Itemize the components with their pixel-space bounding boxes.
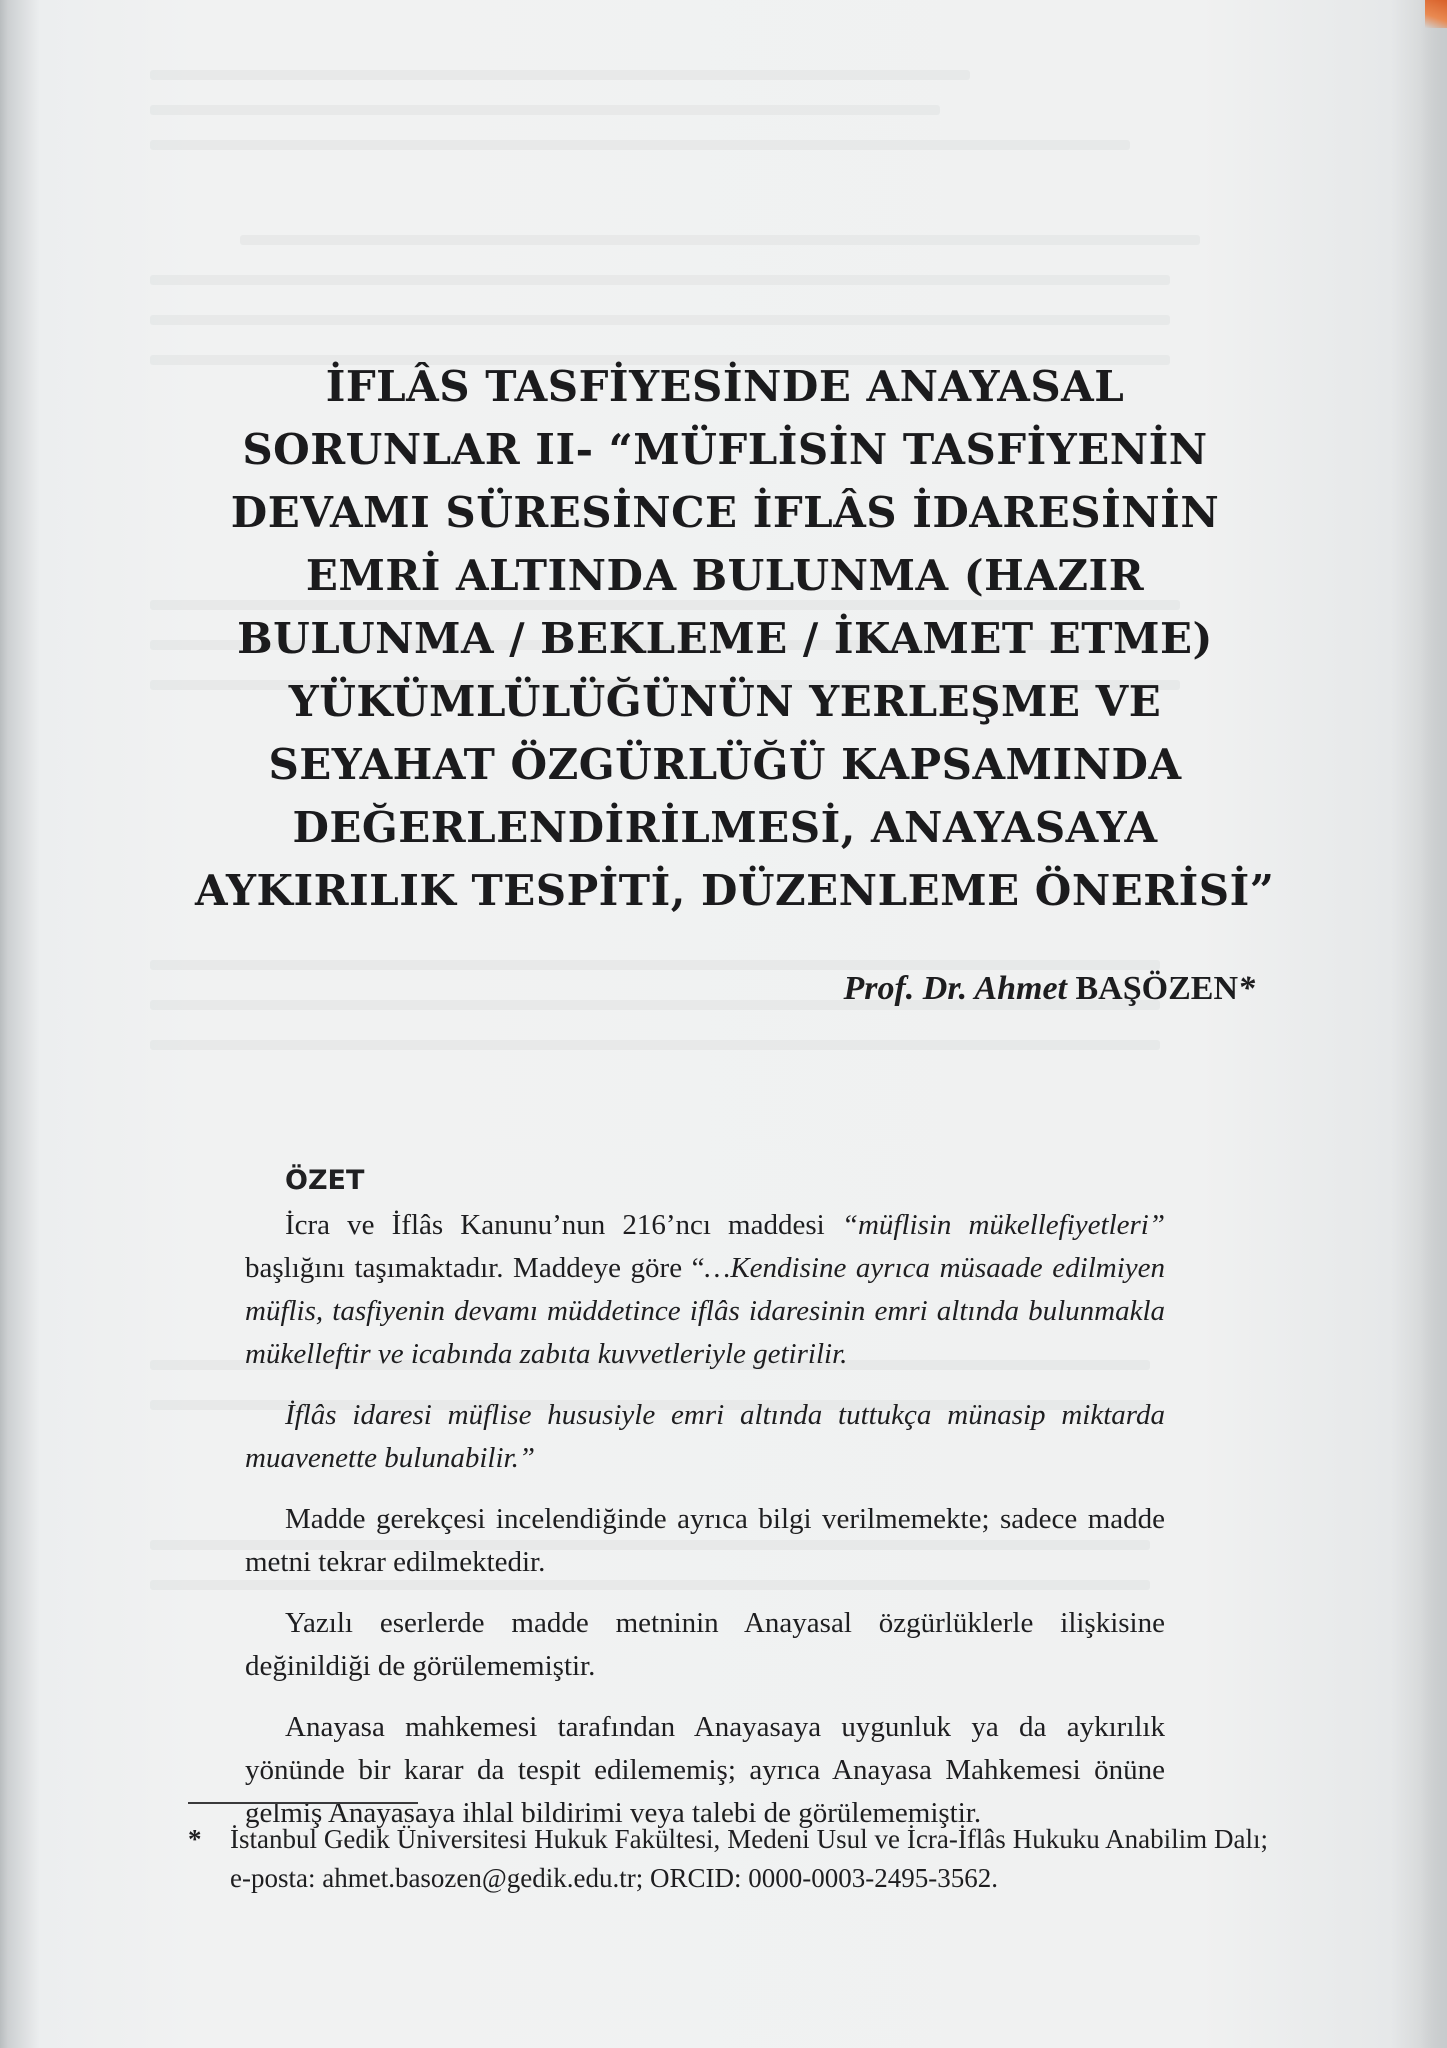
title-line: YÜKÜMLÜLÜĞÜNÜN YERLEŞME VE	[288, 677, 1162, 726]
author-name: Prof. Dr. Ahmet	[843, 970, 1076, 1007]
footnote-text: İstanbul Gedik Üniversitesi Hukuk Fakültesi, Medeni Usul ve İcra-İflâs Hukuku Anabilim Dalı; e-posta: ahmet.basozen@gedik.edu.tr; ORCID: 0000-0003-2495-3562.	[230, 1824, 1268, 1893]
title-line: İFLÂS TASFİYESİNDE ANAYASAL	[325, 362, 1125, 411]
abstract-paragraph: Madde gerekçesi incelendiğinde ayrıca bilgi verilmemekte; sadece madde metni tekrar edilmektedir.	[245, 1503, 1165, 1578]
author-footnote-mark: *	[1238, 970, 1255, 1007]
title-line: AYKIRILIK TESPİTİ, DÜZENLEME ÖNERİSİ”	[195, 866, 1275, 915]
abstract-paragraph	[245, 1204, 1165, 1376]
footnote-divider	[188, 1802, 418, 1804]
italic-quote: …Kendisine ayrıca müsaade edilmiyen müflis, tasfiyenin devamı müddetince iflâs idaresinin emri altında bulunmakla mükelleftir ve icabında zabıta kuvvetleriyle getirilir.	[245, 1252, 1166, 1370]
abstract-section	[245, 1165, 1165, 1853]
author-line	[195, 970, 1255, 1008]
title-line: SEYAHAT ÖZGÜRLÜĞÜ KAPSAMINDA	[268, 740, 1182, 789]
italic-text-run: “müflisin mükellefiyetleri”	[841, 1209, 1165, 1241]
title-block	[195, 355, 1275, 1008]
article-title	[195, 355, 1275, 922]
title-line: DEĞERLENDİRİLMESİ, ANAYASAYA	[292, 803, 1158, 852]
cover-corner	[1425, 0, 1447, 28]
title-line: EMRİ ALTINDA BULUNMA (HAZIR	[305, 551, 1145, 600]
abstract-paragraph: Anayasa mahkemesi tarafından Anayasaya uygunluk ya da aykırılık yönünde bir karar da tespit edilememiş; ayrıca Anayasa Mahkemesi önüne gelmiş Anayasaya ihlal bildirimi veya talebi de görülememiştir.	[245, 1711, 1165, 1829]
italic-quote: İflâs idaresi müflise hususiyle emri altında tuttukça münasip miktarda muavenette bulunabilir.”	[245, 1399, 1165, 1474]
title-line: BULUNMA / BEKLEME / İKAMET ETME)	[237, 614, 1213, 663]
text-run: İcra ve İflâs Kanunu’nun 216’ncı maddesi	[285, 1209, 842, 1241]
footnote-mark: *	[188, 1824, 202, 1854]
footnote	[188, 1820, 1268, 1898]
abstract-paragraph	[245, 1394, 1165, 1480]
abstract-heading: ÖZET	[285, 1165, 365, 1196]
title-line: DEVAMI SÜRESİNCE İFLÂS İDARESİNİN	[230, 488, 1220, 537]
title-line: SORUNLAR II- “MÜFLİSİN TASFİYENİN	[242, 425, 1208, 474]
abstract-paragraph: Yazılı eserlerde madde metninin Anayasal özgürlüklerle ilişkisine değinildiği de görülememiştir.	[245, 1607, 1165, 1682]
author-surname: BAŞÖZEN	[1075, 970, 1238, 1007]
text-run: başlığını taşımaktadır. Maddeye göre “	[245, 1252, 705, 1284]
page-edge-shadow	[1421, 0, 1447, 2048]
